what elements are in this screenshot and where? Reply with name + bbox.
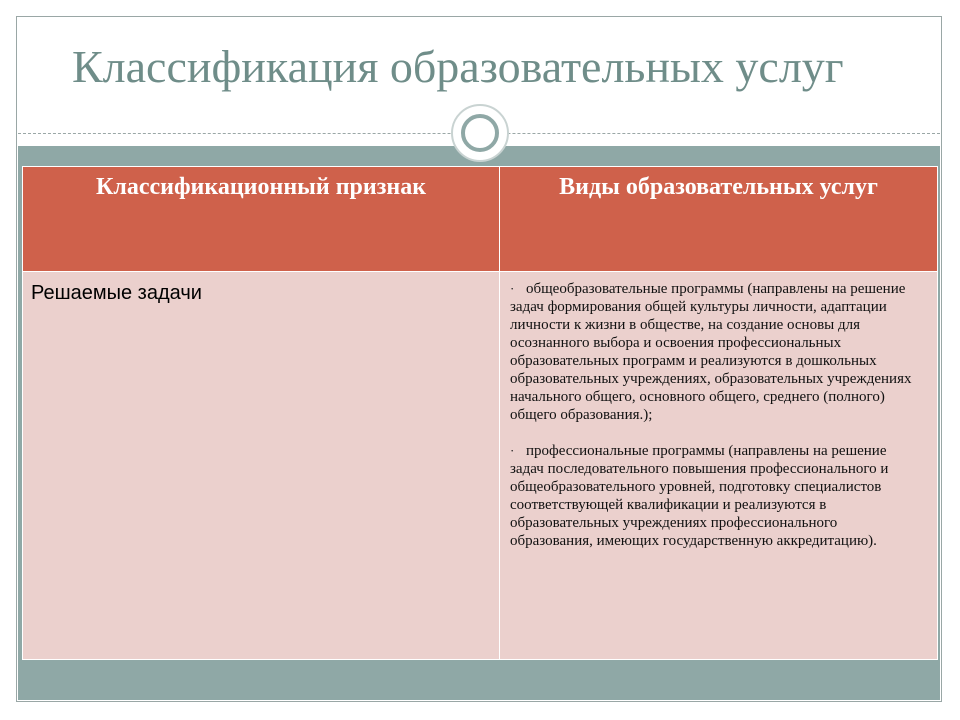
- ring-ornament-inner: [461, 114, 499, 152]
- header-service-types: Виды образовательных услуг: [500, 167, 938, 272]
- feature-cell: Решаемые задачи: [23, 272, 500, 660]
- ring-ornament-icon: [451, 104, 509, 162]
- list-item-text: профессиональные программы (направлены на решение задач последовательного повышения профессионального и общеобразовательного уровней, подготовку специалистов соответствующей квалификации и реализуются в образовательных учреждениях профессионального образования, имеющих государственную аккредитацию).: [510, 443, 889, 549]
- service-types-cell: [500, 272, 938, 660]
- bullet-icon: ·: [510, 281, 515, 296]
- list-item: [510, 280, 923, 424]
- slide-title: Классификация образовательных услуг: [72, 41, 844, 92]
- classification-table: [22, 166, 938, 660]
- classification-table-wrapper: [22, 166, 938, 660]
- table-header-row: [23, 167, 938, 272]
- list-item-text: общеобразовательные программы (направлены на решение задач формирования общей культуры личности, адаптации личности к жизни в обществе, на создание основы для осознанного выбора и освоения профессиональных образовательных программ и реализуются в дошкольных образовательных учреждениях, образовательных учреждениях начального общего, основного общего, среднего (полного) общего образования.);: [510, 281, 912, 423]
- header-classification-feature: Классификационный признак: [23, 167, 500, 272]
- bullet-icon: ·: [510, 443, 515, 458]
- list-item: [510, 442, 923, 550]
- table-row: [23, 272, 938, 660]
